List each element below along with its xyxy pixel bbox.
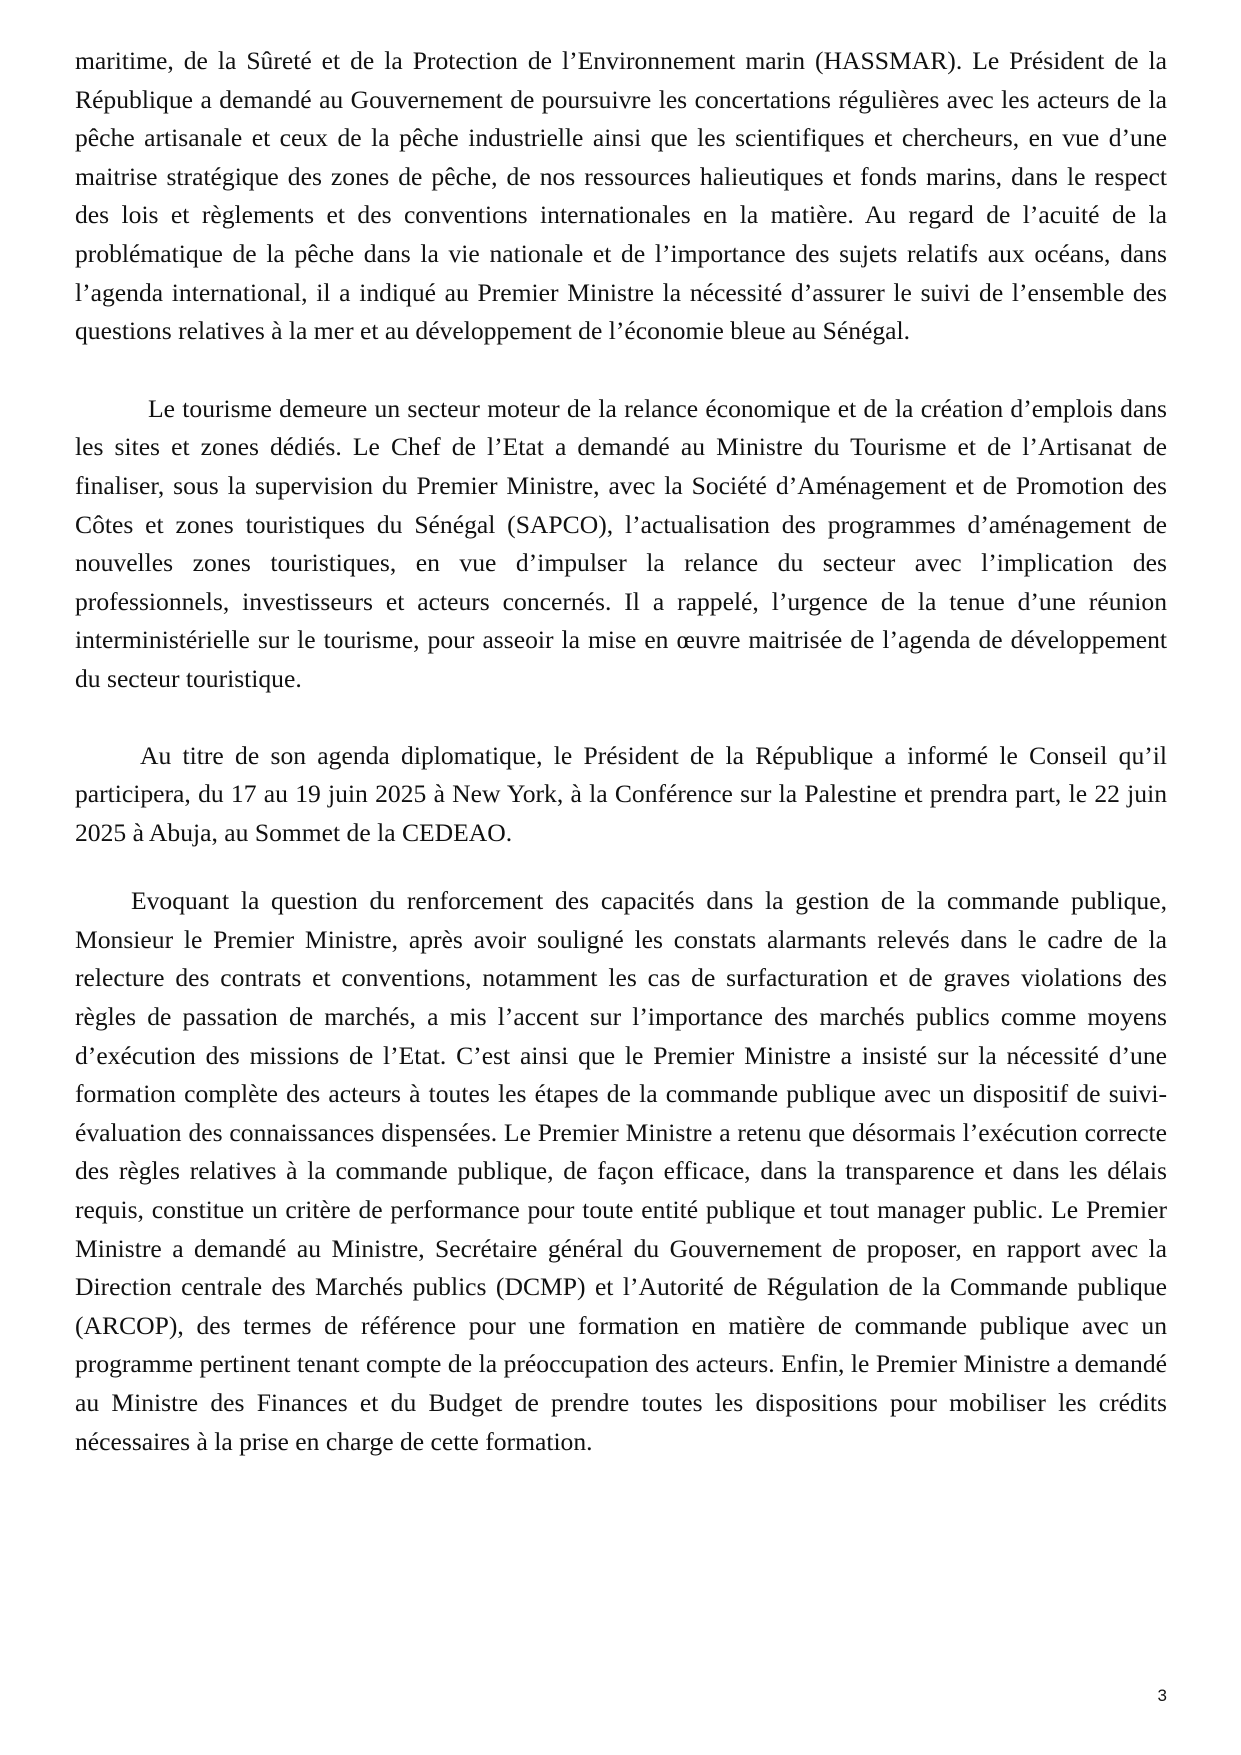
- page-number: 3: [1157, 1686, 1167, 1705]
- paragraph-hassmar: maritime, de la Sûreté et de la Protection de l’Environnement marin (HASSMAR). Le Président de la République a demandé au Gouvernement de poursuivre les concertations régulières avec les acteurs de la pêche artisanale et ceux de la pêche industrielle ainsi que les scientifiques et chercheurs, en vue d’une maitrise stratégique des zones de pêche, de nos ressources halieutiques et fonds marins, dans le respect des lois et règlements et des conventions internationales en la matière. Au regard de l’acuité de la problématique de la pêche dans la vie nationale et de l’importance des sujets relatifs aux océans, dans l’agenda international, il a indiqué au Premier Ministre la nécessité d’assurer le suivi de l’ensemble des questions relatives à la mer et au développement de l’économie bleue au Sénégal.: [75, 46, 1167, 346]
- document-body: [75, 42, 1167, 1461]
- paragraph-tourisme: Le tourisme demeure un secteur moteur de la relance économique et de la création d’emplois dans les sites et zones dédiés. Le Chef de l’Etat a demandé au Ministre du Tourisme et de l’Artisanat de finaliser, sous la supervision du Premier Ministre, avec la Société d’Aménagement et de Promotion des Côtes et zones touristiques du Sénégal (SAPCO), l’actualisation des programmes d’aménagement de nouvelles zones touristiques, en vue d’impulser la relance du secteur avec l’implication des professionnels, investisseurs et acteurs concernés. Il a rappelé, l’urgence de la tenue d’une réunion interministérielle sur le tourisme, pour asseoir la mise en œuvre maitrisée de l’agenda de développement du secteur touristique.: [75, 393, 1167, 693]
- paragraph-commande-publique: Evoquant la question du renforcement des capacités dans la gestion de la commande publique, Monsieur le Premier Ministre, après avoir souligné les constats alarmants relevés dans le cadre de la relecture des contrats et conventions, notamment les cas de surfacturation et de graves violations des règles de passation de marchés, a mis l’accent sur l’importance des marchés publics comme moyens d’exécution des missions de l’Etat. C’est ainsi que le Premier Ministre a insisté sur la nécessité d’une formation complète des acteurs à toutes les étapes de la commande publique avec un dispositif de suivi-évaluation des connaissances dispensées. Le Premier Ministre a retenu que désormais l’exécution correcte des règles relatives à la commande publique, de façon efficace, dans la transparence et dans les délais requis, constitue un critère de performance pour toute entité publique et tout manager public. Le Premier Ministre a demandé au Ministre, Secrétaire général du Gouvernement de proposer, en rapport avec la Direction centrale des Marchés publics (DCMP) et l’Autorité de Régulation de la Commande publique (ARCOP), des termes de référence pour une formation en matière de commande publique avec un programme pertinent tenant compte de la préoccupation des acteurs. Enfin, le Premier Ministre a demandé au Ministre des Finances et du Budget de prendre toutes les dispositions pour mobiliser les crédits nécessaires à la prise en charge de cette formation.: [75, 886, 1167, 1456]
- paragraph-agenda-diplomatique: Au titre de son agenda diplomatique, le Président de la République a informé le Conseil qu’il participera, du 17 au 19 juin 2025 à New York, à la Conférence sur la Palestine et prendra part, le 22 juin 2025 à Abuja, au Sommet de la CEDEAO.: [75, 740, 1167, 847]
